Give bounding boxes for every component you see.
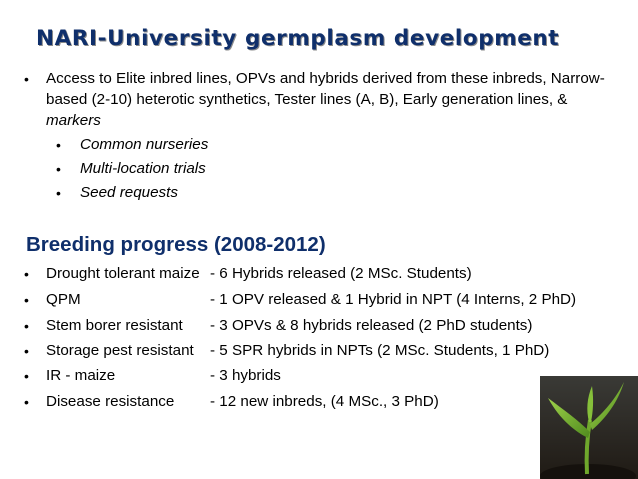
progress-trait: IR - maize [46,367,116,384]
progress-trait: Disease resistance [46,393,175,410]
bullet-icon: • [24,318,29,334]
progress-detail: - 5 SPR hybrids in NPTs (2 MSc. Students, 1 PhD) [210,342,550,359]
bullet-icon: • [24,266,29,282]
seedling-photo [540,376,638,479]
progress-detail: - 3 hybrids [210,367,281,384]
progress-row [0,265,638,287]
intro-text: Access to Elite inbred lines, OPVs and hybrids derived from these inbreds, Narrow-based (2-10) heterotic synthetics, Tester lines (A, B), Early generation lines, & [46,70,605,108]
bullet-icon: • [24,368,29,384]
progress-row [0,317,638,339]
bullet-icon: • [24,71,29,87]
bullet-icon: • [24,394,29,410]
bullet-icon: • [56,137,61,153]
progress-detail: - 6 Hybrids released (2 MSc. Students) [210,265,472,282]
progress-row [0,342,638,364]
sub-item: Common nurseries [80,136,209,153]
progress-trait: Storage pest resistant [46,342,194,359]
bullet-icon: • [24,292,29,308]
bullet-icon: • [56,161,61,177]
intro-emphasis: markers [46,112,101,129]
progress-detail: - 3 OPVs & 8 hybrids released (2 PhD students) [210,317,533,334]
progress-detail: - 12 new inbreds, (4 MSc., 3 PhD) [210,393,439,410]
progress-row [0,291,638,313]
progress-detail: - 1 OPV released & 1 Hybrid in NPT (4 Interns, 2 PhD) [210,291,577,308]
progress-trait: Drought tolerant maize [46,265,200,282]
bullet-icon: • [56,185,61,201]
section-heading: Breeding progress (2008-2012) [26,233,326,256]
progress-trait: Stem borer resistant [46,317,183,334]
intro-paragraph [46,68,606,131]
slide-title: NARI-University germplasm development [36,26,560,51]
sub-item: Seed requests [80,184,178,201]
bullet-icon: • [24,343,29,359]
progress-trait: QPM [46,291,81,308]
sub-item: Multi-location trials [80,160,206,177]
